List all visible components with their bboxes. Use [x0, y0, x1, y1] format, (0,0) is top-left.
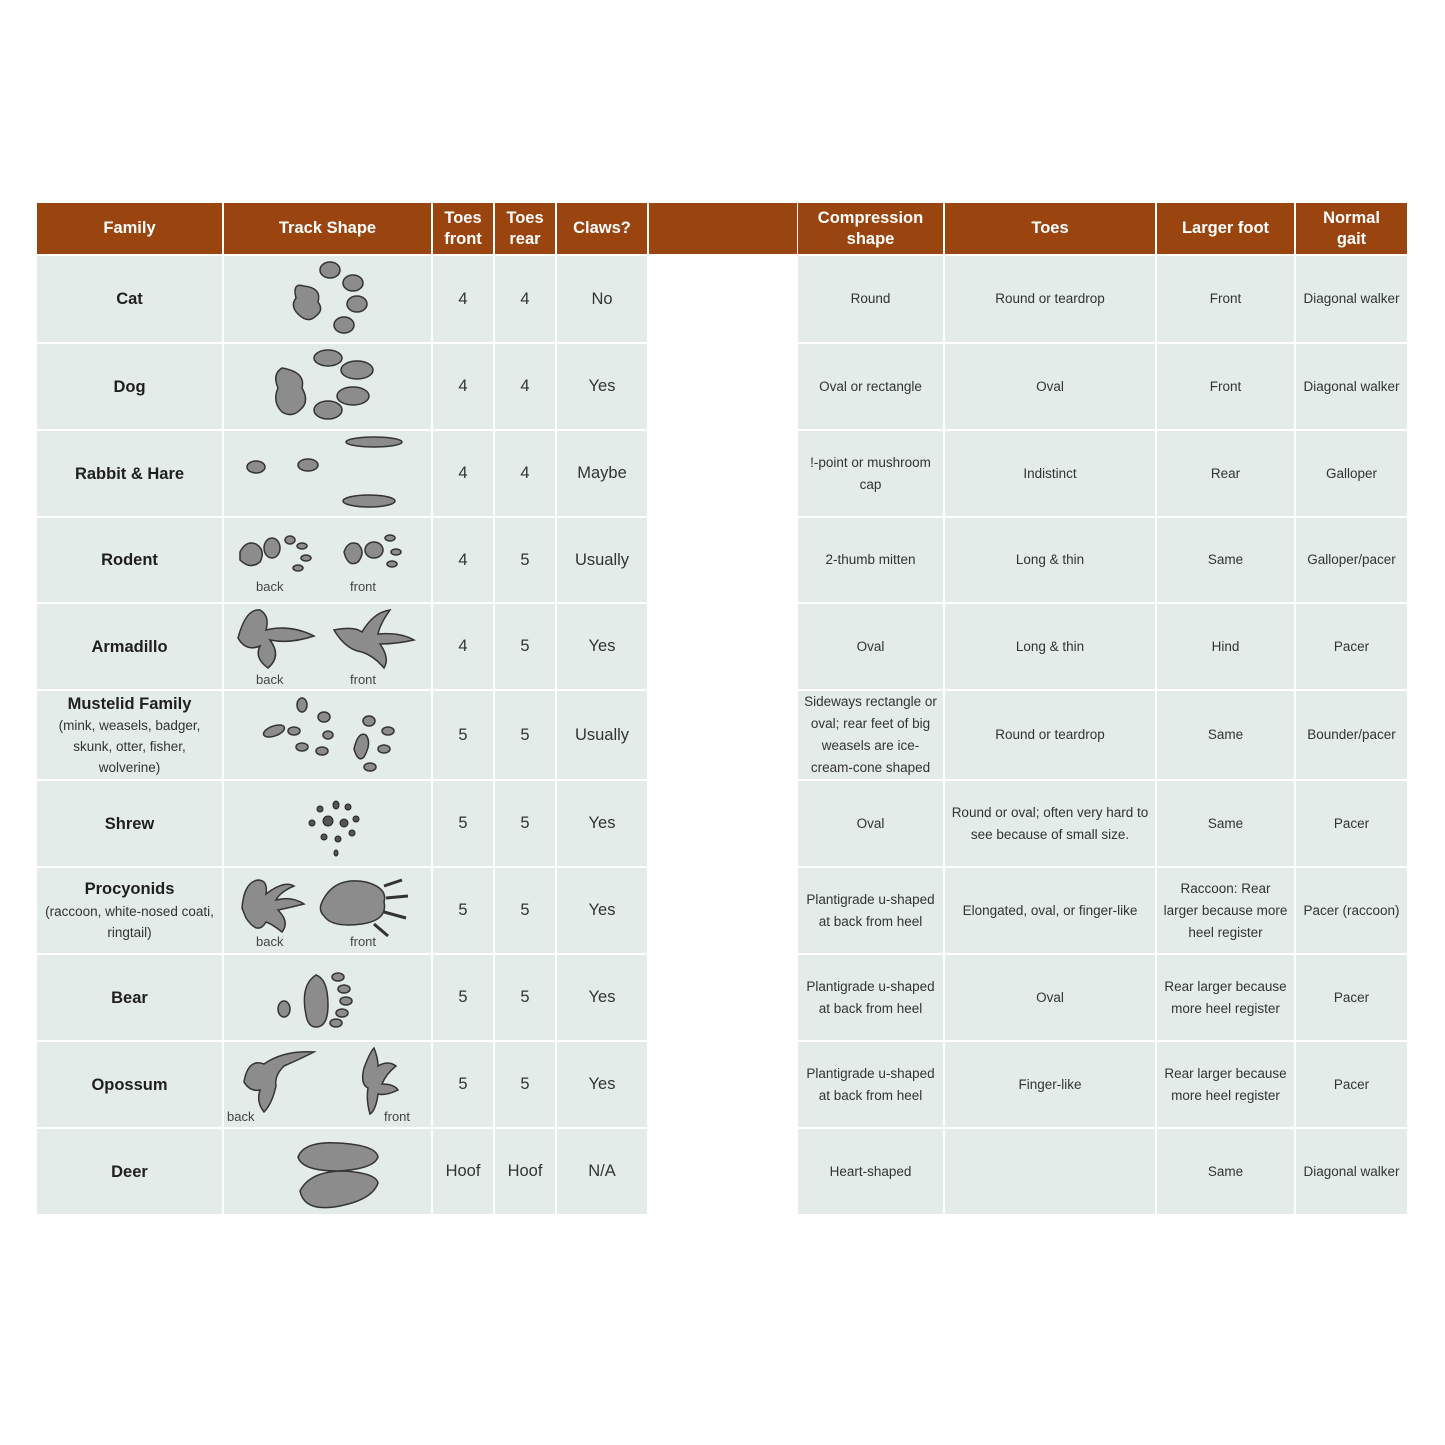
- claws-cell: Yes: [557, 1042, 647, 1127]
- toes-cell: Oval: [945, 344, 1155, 429]
- toes-rear-cell: 4: [495, 431, 555, 516]
- left-table: [37, 203, 797, 1214]
- header-gait-label: Normal gait: [1323, 208, 1380, 248]
- toes-cell: Oval: [945, 955, 1155, 1040]
- larger-foot-cell: Same: [1157, 691, 1294, 779]
- toes-cell: Round or teardrop: [945, 691, 1155, 779]
- family-name: Cat: [116, 290, 143, 308]
- blank-cell: [649, 344, 797, 429]
- blank-cell: [649, 256, 797, 342]
- cat-track-icon: [224, 256, 431, 342]
- toes-rear-cell: 5: [495, 518, 555, 602]
- dog-track-icon: [224, 344, 431, 429]
- family-cell: [37, 1129, 222, 1214]
- header-toes-rear-label: Toes rear: [506, 208, 544, 248]
- track-cell: [224, 1129, 431, 1214]
- header-compression-shape: [798, 203, 943, 254]
- track-label-front: front: [384, 1109, 411, 1124]
- toes-front-cell: 5: [433, 691, 493, 779]
- toes-front-cell: 5: [433, 955, 493, 1040]
- blank-cell: [649, 604, 797, 689]
- toes-cell: Long & thin: [945, 518, 1155, 602]
- claws-cell: Yes: [557, 868, 647, 953]
- gait-cell: Diagonal walker: [1296, 1129, 1407, 1214]
- larger-foot-cell: Rear: [1157, 431, 1294, 516]
- family-subtitle-full: (raccoon, white-nosed coati, ringtail): [45, 904, 214, 940]
- track-cell: [224, 604, 431, 689]
- gait-cell: Pacer: [1296, 604, 1407, 689]
- toes-rear-cell: Hoof: [495, 1129, 555, 1214]
- family-name: Armadillo: [91, 637, 168, 656]
- toes-front-cell: 5: [433, 868, 493, 953]
- blank-cell: [649, 955, 797, 1040]
- family-cell: [37, 1042, 222, 1127]
- toes-cell: Round or teardrop: [945, 256, 1155, 342]
- track-cell: [224, 781, 431, 866]
- toes-front-cell: 4: [433, 431, 493, 516]
- claws-cell: Maybe: [557, 431, 647, 516]
- track-label-front: front: [350, 579, 377, 594]
- family-name: Deer: [111, 1162, 148, 1181]
- shrew-track-icon: [224, 781, 431, 866]
- track-cell: [224, 431, 431, 516]
- family-cell: [37, 604, 222, 689]
- track-cell: [224, 256, 431, 342]
- gait-cell: Pacer: [1296, 1042, 1407, 1127]
- track-cell: [224, 1042, 431, 1127]
- toes-cell: Elongated, oval, or finger-like: [945, 868, 1155, 953]
- deer-track-icon: [224, 1129, 431, 1214]
- claws-cell: Usually: [557, 691, 647, 779]
- family-name: Rodent: [101, 551, 158, 569]
- claws-cell: Usually: [557, 518, 647, 602]
- larger-foot-cell: Same: [1157, 781, 1294, 866]
- family-cell: [37, 691, 222, 779]
- header-normal-gait: [1296, 203, 1407, 254]
- toes-cell: Finger-like: [945, 1042, 1155, 1127]
- gait-cell: Pacer: [1296, 955, 1407, 1040]
- compression-cell: Plantigrade u-shaped at back from heel: [798, 955, 943, 1040]
- family-cell: [37, 781, 222, 866]
- larger-foot-cell: Rear larger because more heel register: [1157, 1042, 1294, 1127]
- rabbit-track-icon: [224, 431, 431, 516]
- toes-front-cell: Hoof: [433, 1129, 493, 1214]
- blank-cell: [649, 691, 797, 779]
- family-name: Dog: [113, 377, 146, 396]
- larger-foot-cell: Front: [1157, 256, 1294, 342]
- toes-rear-cell: 4: [495, 256, 555, 342]
- family-cell: [37, 955, 222, 1040]
- toes-front-cell: 5: [433, 781, 493, 866]
- track-cell: [224, 344, 431, 429]
- track-label-back: back: [256, 579, 284, 594]
- compression-cell: Oval: [798, 781, 943, 866]
- larger-foot-cell: Rear larger because more heel register: [1157, 955, 1294, 1040]
- blank-cell: [649, 1129, 797, 1214]
- claws-cell: Yes: [557, 781, 647, 866]
- compression-cell: Sideways rectangle or oval; rear feet of big weasels are ice-cream-cone shaped: [798, 691, 943, 779]
- family-name: Mustelid Family: [67, 694, 192, 713]
- family-line: [85, 878, 175, 901]
- compression-cell: Oval or rectangle: [798, 344, 943, 429]
- toes-cell: [945, 1129, 1155, 1214]
- header-larger-foot: Larger foot: [1157, 203, 1294, 254]
- gait-cell: Pacer: [1296, 781, 1407, 866]
- track-label-front: front: [350, 672, 377, 687]
- claws-cell: Yes: [557, 604, 647, 689]
- family-subtitle: (mink, weasels, badger, skunk, otter, fisher, wolverine): [58, 717, 201, 775]
- toes-front-cell: 4: [433, 256, 493, 342]
- header-claws: Claws?: [557, 203, 647, 254]
- larger-foot-cell: Same: [1157, 1129, 1294, 1214]
- header-toes-front-label: Toes front: [444, 208, 482, 248]
- right-table: [798, 203, 1407, 1214]
- gait-cell: Galloper: [1296, 431, 1407, 516]
- blank-cell: [649, 781, 797, 866]
- gait-cell: Galloper/pacer: [1296, 518, 1407, 602]
- larger-foot-cell: Front: [1157, 344, 1294, 429]
- larger-foot-cell: Hind: [1157, 604, 1294, 689]
- family-name: Bear: [111, 988, 148, 1007]
- gait-cell: Bounder/pacer: [1296, 691, 1407, 779]
- compression-cell: Plantigrade u-shaped at back from heel: [798, 868, 943, 953]
- track-cell: [224, 518, 431, 602]
- track-cell: [224, 868, 431, 953]
- compression-cell: Round: [798, 256, 943, 342]
- track-cell: [224, 955, 431, 1040]
- gait-cell: Pacer (raccoon): [1296, 868, 1407, 953]
- toes-front-cell: 4: [433, 518, 493, 602]
- toes-rear-cell: 5: [495, 1042, 555, 1127]
- toes-cell: Round or oval; often very hard to see because of small size.: [945, 781, 1155, 866]
- gait-cell: Diagonal walker: [1296, 344, 1407, 429]
- track-label-back: back: [256, 934, 284, 949]
- compression-cell: !-point or mushroom cap: [798, 431, 943, 516]
- header-track-shape: Track Shape: [224, 203, 431, 254]
- mustelid-track-icon: [224, 691, 431, 779]
- bear-track-icon: [224, 955, 431, 1040]
- track-label-back: back: [227, 1109, 255, 1124]
- toes-rear-cell: 5: [495, 691, 555, 779]
- larger-foot-cell: Raccoon: Rear larger because more heel register: [1157, 868, 1294, 953]
- toes-rear-cell: 5: [495, 781, 555, 866]
- blank-cell: [649, 431, 797, 516]
- compression-cell: Plantigrade u-shaped at back from heel: [798, 1042, 943, 1127]
- compression-cell: 2-thumb mitten: [798, 518, 943, 602]
- header-blank: [649, 203, 797, 254]
- track-cell: [224, 691, 431, 779]
- track-label-front: front: [350, 934, 377, 949]
- family-name: Procyonids: [84, 880, 175, 898]
- compression-cell: Oval: [798, 604, 943, 689]
- header-toes-rear: [495, 203, 555, 254]
- family-cell: [37, 431, 222, 516]
- toes-rear-cell: 5: [495, 604, 555, 689]
- family-name: Shrew: [104, 814, 155, 833]
- toes-rear-cell: 5: [495, 868, 555, 953]
- blank-cell: [649, 518, 797, 602]
- family-name: Rabbit & Hare: [74, 464, 185, 483]
- compression-cell: Heart-shaped: [798, 1129, 943, 1214]
- larger-foot-cell: Same: [1157, 518, 1294, 602]
- header-toes-front: [433, 203, 493, 254]
- header-compression-label: Compression shape: [817, 208, 924, 248]
- gait-cell: Diagonal walker: [1296, 256, 1407, 342]
- family-cell: [37, 256, 222, 342]
- toes-front-cell: 4: [433, 344, 493, 429]
- track-label-back: back: [256, 672, 284, 687]
- toes-front-cell: 5: [433, 1042, 493, 1127]
- toes-rear-cell: 5: [495, 955, 555, 1040]
- family-cell: [37, 344, 222, 429]
- family-name: Opossum: [91, 1075, 168, 1094]
- claws-cell: Yes: [557, 955, 647, 1040]
- toes-cell: Indistinct: [945, 431, 1155, 516]
- toes-front-cell: 4: [433, 604, 493, 689]
- claws-cell: N/A: [557, 1129, 647, 1214]
- toes-rear-cell: 4: [495, 344, 555, 429]
- header-toes: Toes: [945, 203, 1155, 254]
- blank-cell: [649, 868, 797, 953]
- claws-cell: Yes: [557, 344, 647, 429]
- toes-cell: Long & thin: [945, 604, 1155, 689]
- header-family: Family: [37, 203, 222, 254]
- claws-cell: No: [557, 256, 647, 342]
- family-cell: [37, 868, 222, 953]
- family-cell: [37, 518, 222, 602]
- blank-cell: [649, 1042, 797, 1127]
